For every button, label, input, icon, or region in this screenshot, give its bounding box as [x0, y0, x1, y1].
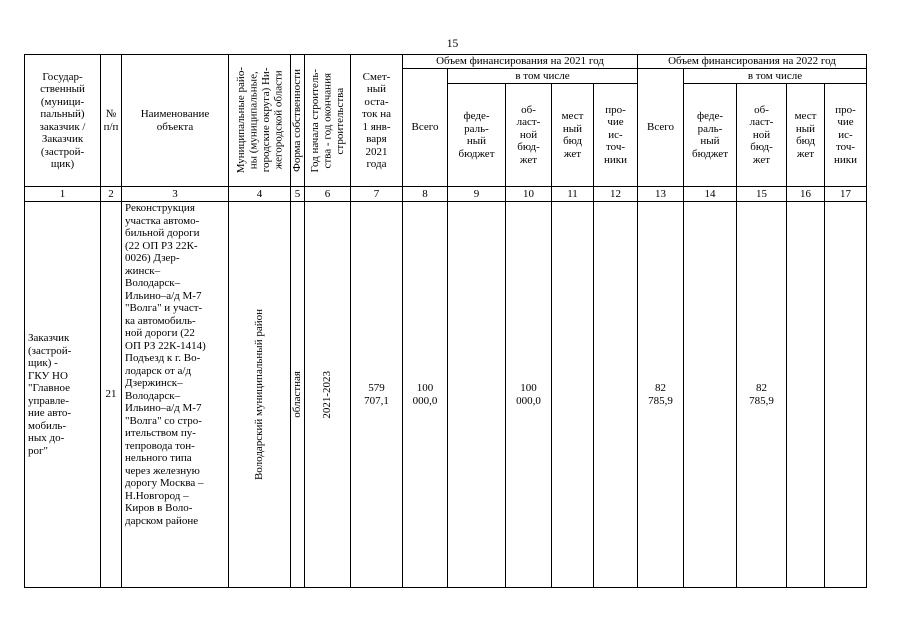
row-total-2022: 82 785,9: [638, 202, 684, 588]
row-district: Володарский муниципальный район: [229, 202, 291, 588]
col-number: 11: [552, 187, 594, 202]
column-numbers-row: [25, 187, 867, 202]
row-regional-2022: 82 785,9: [737, 202, 787, 588]
header-district: Муниципальные райо- ны (муниципальные, городские округа) Ни- жегородской области: [229, 55, 291, 187]
header-name: Наименование объекта: [122, 55, 229, 187]
col-number: 1: [25, 187, 101, 202]
row-federal-2021: [448, 202, 506, 588]
header-estimate: Смет- ный оста- ток на 1 янв- варя 2021 года: [351, 55, 403, 187]
table-row: [25, 202, 867, 588]
header-fin-2022: Объем финансирования на 2022 год: [638, 55, 867, 69]
header-years: Год начала строитель- ства - год окончания строительства: [305, 55, 351, 187]
header-total-2022: Всего: [638, 69, 684, 187]
col-number: 12: [594, 187, 638, 202]
row-other-2022: [825, 202, 867, 588]
row-years: 2021-2023: [305, 202, 351, 588]
col-number: 14: [684, 187, 737, 202]
row-estimate: 579 707,1: [351, 202, 403, 588]
header-federal-2021: феде- раль- ный бюджет: [448, 84, 506, 187]
header-num: № п/п: [101, 55, 122, 187]
col-number: 13: [638, 187, 684, 202]
financing-table: [24, 54, 867, 588]
col-number: 6: [305, 187, 351, 202]
row-num: 21: [101, 202, 122, 588]
header-customer: Государ- ственный (муници- пальный) заказчик / Заказчик (застрой- щик): [25, 55, 101, 187]
row-local-2021: [552, 202, 594, 588]
col-number: 7: [351, 187, 403, 202]
header-other-2022: про- чие ис- точ- ники: [825, 84, 867, 187]
col-number: 4: [229, 187, 291, 202]
row-object-name: Реконструкция участка автомо- бильной дороги (22 ОП РЗ 22К- 0026) Дзер- жинск– Володарск– Ильино–а/д М-7 "Волга" и участ- ка автомобиль- ной дороги (22 ОП РЗ 22К-1414) Подъезд к г. Во- лодарск от а/д Дзержинск– Володарск– Ильино–а/д М-7 "Волга" со стро- ительством пу- тепровода тон- нельного типа через железную дорогу Москва – Н.Новгород – Киров в Воло- дарском районе: [122, 202, 229, 588]
header-fin-2021: Объем финансирования на 2021 год: [403, 55, 638, 69]
col-number: 17: [825, 187, 867, 202]
col-number: 9: [448, 187, 506, 202]
row-ownership: областная: [291, 202, 305, 588]
page-number: 15: [446, 38, 459, 50]
header-ownership: Форма собственности: [291, 55, 305, 187]
col-number: 15: [737, 187, 787, 202]
header-total-2021: Всего: [403, 69, 448, 187]
row-customer: Заказчик (застрой- щик) - ГКУ НО "Главное управле- ние авто- мобиль- ных до- рог": [25, 202, 101, 588]
header-including-2022: в том числе: [684, 69, 867, 84]
header-including-2021: в том числе: [448, 69, 638, 84]
row-local-2022: [787, 202, 825, 588]
col-number: 3: [122, 187, 229, 202]
col-number: 8: [403, 187, 448, 202]
row-total-2021: 100 000,0: [403, 202, 448, 588]
header-federal-2022: феде- раль- ный бюджет: [684, 84, 737, 187]
header-regional-2022: об- ласт- ной бюд- жет: [737, 84, 787, 187]
col-number: 16: [787, 187, 825, 202]
row-federal-2022: [684, 202, 737, 588]
row-other-2021: [594, 202, 638, 588]
header-local-2022: мест ный бюд жет: [787, 84, 825, 187]
col-number: 5: [291, 187, 305, 202]
header-other-2021: про- чие ис- точ- ники: [594, 84, 638, 187]
header-local-2021: мест ный бюд жет: [552, 84, 594, 187]
header-regional-2021: об- ласт- ной бюд- жет: [506, 84, 552, 187]
row-regional-2021: 100 000,0: [506, 202, 552, 588]
col-number: 10: [506, 187, 552, 202]
col-number: 2: [101, 187, 122, 202]
